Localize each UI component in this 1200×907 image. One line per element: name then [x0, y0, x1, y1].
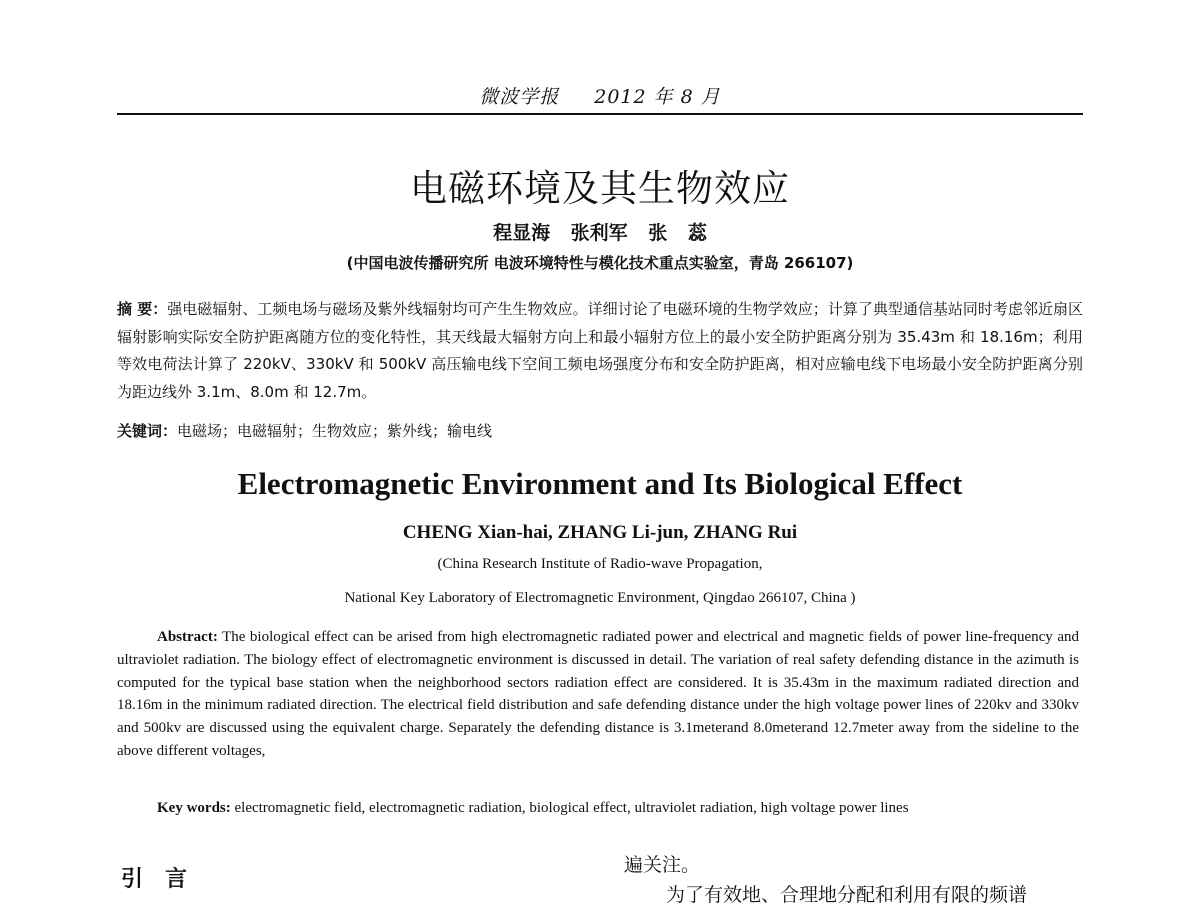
english-abstract-text: The biological effect can be arised from high electromagnetic radiated power and electrical and magnetic fields of power line-frequency and ultraviolet radiation. The biology effect of electromagnetic environment is discussed in detail. The variation of real safety defending distance in the azimuth is computed for the typical base station when the neighborhood sectors radiation effect are considered. It is 35.43m in the maximum radiated direction and 18.16m in the minimum radiated direction. The electrical field distribution and safe defending distance under the high voltage power lines of 220kv and 330kv and 500kv are discussed using the equivalent charge. Separately the defending distance is 3.1meterand 8.0meterand 12.7meter away from the sideline to the above different voltages,: [117, 629, 1079, 759]
right-column-line-1: 遍关注。: [624, 854, 701, 876]
issue-date: 2012 年 8 月: [594, 86, 721, 108]
chinese-authors: 程显海 张利军 张 蕊: [493, 222, 707, 244]
english-title: Electromagnetic Environment and Its Biological Effect: [237, 466, 963, 501]
journal-name: 微波学报: [479, 86, 560, 108]
chinese-abstract: [117, 296, 1083, 406]
chinese-keywords-label: 关键词：: [117, 422, 178, 440]
chinese-title: 电磁环境及其生物效应: [410, 167, 790, 210]
chinese-affiliation: (中国电波传播研究所 电波环境特性与模化技术重点实验室，青岛 266107): [346, 254, 854, 272]
english-keywords-label: Key words:: [157, 800, 231, 816]
english-affiliation-line2: National Key Laboratory of Electromagnetic Environment, Qingdao 266107, China ): [344, 590, 856, 606]
section-heading-introduction: 引言: [121, 867, 210, 892]
english-keywords-text: electromagnetic field, electromagnetic radiation, biological effect, ultraviolet radiation, high voltage power lines: [230, 800, 909, 816]
chinese-keywords: [117, 420, 1083, 441]
english-abstract-label: Abstract:: [157, 629, 218, 645]
running-header: [0, 82, 1200, 109]
right-column-line-2: 为了有效地、合理地分配和利用有限的频谱: [666, 884, 1028, 906]
chinese-abstract-label: 摘 要：: [117, 300, 168, 318]
header-rule: [117, 113, 1083, 115]
chinese-keywords-text: 电磁场；电磁辐射；生物效应；紫外线；输电线: [177, 422, 493, 440]
english-abstract: [117, 626, 1079, 763]
english-keywords: [117, 800, 1079, 817]
english-authors: CHENG Xian-hai, ZHANG Li-jun, ZHANG Rui: [402, 522, 798, 543]
english-affiliation-line1: (China Research Institute of Radio-wave Propagation,: [437, 556, 763, 572]
chinese-abstract-text: 强电磁辐射、工频电场与磁场及紫外线辐射均可产生生物效应。详细讨论了电磁环境的生物学效应；计算了典型通信基站同时考虑邻近扇区辐射影响实际安全防护距离随方位的变化特性，其天线最大辐射方向上和最小辐射方位上的最小安全防护距离分别为 35.43m 和 18.16m；利用等效电荷法计算了 220kV、330kV 和 500kV 高压输电线下空间工频电场强度分布和安全防护距离，相对应输电线下电场最小安全防护距离分别为距边线外 3.1m、8.0m 和 12.7m。: [117, 300, 1083, 401]
